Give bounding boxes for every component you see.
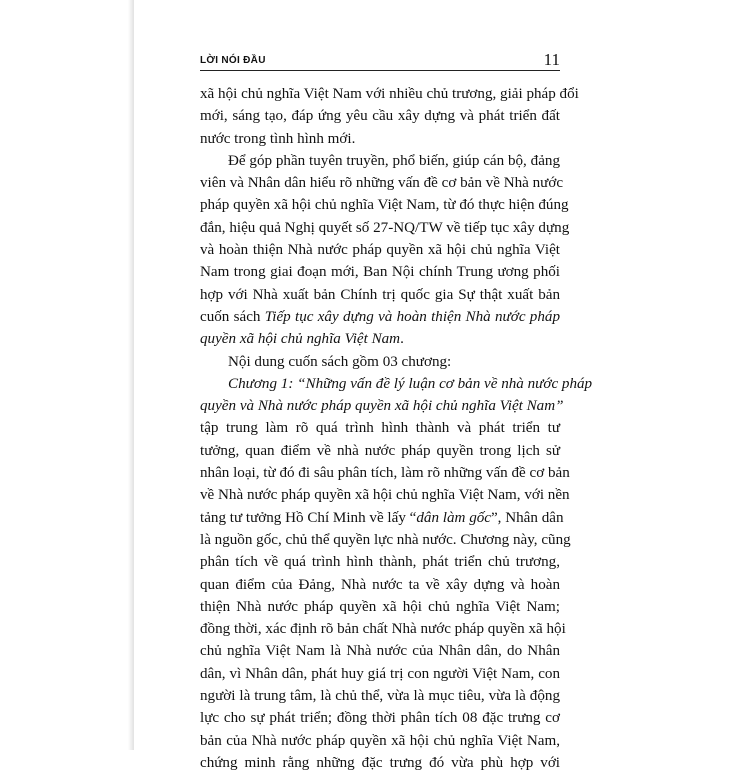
text-line: nhân loại, từ đó đi sâu phân tích, làm rõ những vấn đề cơ bản [200, 465, 570, 482]
text-run: tảng tư tưởng Hồ Chí Minh về lấy “ [200, 509, 417, 526]
page-number: 11 [543, 50, 560, 69]
text-line: và hoàn thiện Nhà nước pháp quyền xã hội chủ nghĩa Việt [200, 242, 560, 259]
body-text [200, 83, 593, 774]
text-line: về Nhà nước pháp quyền xã hội chủ nghĩa Việt Nam, với nền [200, 487, 570, 504]
page-header [200, 48, 560, 71]
text-line: quan điểm của Đảng, Nhà nước ta về xây dựng và hoàn [200, 576, 560, 593]
text-line: bản của Nhà nước pháp quyền xã hội chủ nghĩa Việt Nam, [200, 732, 560, 749]
text-line [200, 306, 560, 328]
text-line: Để góp phần tuyên truyền, phổ biến, giúp cán bộ, đảng [228, 152, 560, 169]
book-title-part: quyền xã hội chủ nghĩa Việt Nam [200, 331, 401, 348]
text-line: mới, sáng tạo, đáp ứng yêu cầu xây dựng và phát triển đất [200, 108, 560, 125]
text-line: pháp quyền xã hội chủ nghĩa Việt Nam, từ đó thực hiện đúng [200, 197, 569, 214]
text-line: nước trong tình hình mới. [200, 130, 356, 147]
text-line: đồng thời, xác định rõ bản chất Nhà nước pháp quyền xã hội [200, 621, 566, 638]
text-line: là nguồn gốc, chủ thể quyền lực nhà nước. Chương này, cũng [200, 531, 571, 548]
running-head: LỜI NÓI ĐẦU [200, 55, 266, 66]
text-line: người là trung tâm, là chủ thể, vừa là mục tiêu, vừa là động [200, 688, 560, 705]
text-line: chứng minh rằng những đặc trưng đó vừa phù hợp với [200, 754, 560, 771]
text-line [200, 507, 564, 529]
text-run: cuốn sách [200, 308, 265, 325]
text-line: tập trung làm rõ quá trình hình thành và phát triển tư [200, 420, 560, 437]
text-line: Nam trong giai đoạn mới, Ban Nội chính Trung ương phối [200, 264, 560, 281]
quoted-phrase: dân làm gốc [416, 509, 491, 526]
chapter-title-line: quyền và Nhà nước pháp quyền xã hội chủ nghĩa Việt Nam” [200, 398, 564, 415]
text-line: chủ nghĩa Việt Nam là Nhà nước của Nhân dân, do Nhân [200, 643, 560, 660]
text-line: Nội dung cuốn sách gồm 03 chương: [228, 353, 452, 370]
text-line: lực cho sự phát triển; đồng thời phân tích 08 đặc trưng cơ [200, 710, 560, 727]
text-line: tưởng, quan điểm về nhà nước pháp quyền trong lịch sử [200, 442, 560, 459]
text-line [200, 328, 560, 350]
book-title-part: Tiếp tục xây dựng và hoàn thiện Nhà nước pháp [264, 308, 560, 325]
text-run: ”, Nhân dân [490, 509, 564, 526]
text-run: . [400, 331, 404, 348]
text-line: thiện Nhà nước pháp quyền xã hội chủ nghĩa Việt Nam; [200, 598, 560, 615]
text-line: phân tích về quá trình hình thành, phát triển chủ trương, [200, 554, 560, 571]
text-line: xã hội chủ nghĩa Việt Nam với nhiều chủ trương, giải pháp đổi [200, 86, 579, 102]
text-line: hợp với Nhà xuất bản Chính trị quốc gia Sự thật xuất bản [200, 286, 560, 303]
text-line: viên và Nhân dân hiểu rõ những vấn đề cơ bản về Nhà nước [200, 175, 564, 192]
text-line: đắn, hiệu quả Nghị quyết số 27-NQ/TW về tiếp tục xây dựng [200, 219, 570, 236]
chapter-title-line: Chương 1: “Những vấn đề lý luận cơ bản về nhà nước pháp [228, 375, 593, 392]
text-line: dân, vì Nhân dân, phát huy giá trị con người Việt Nam, con [200, 665, 560, 682]
